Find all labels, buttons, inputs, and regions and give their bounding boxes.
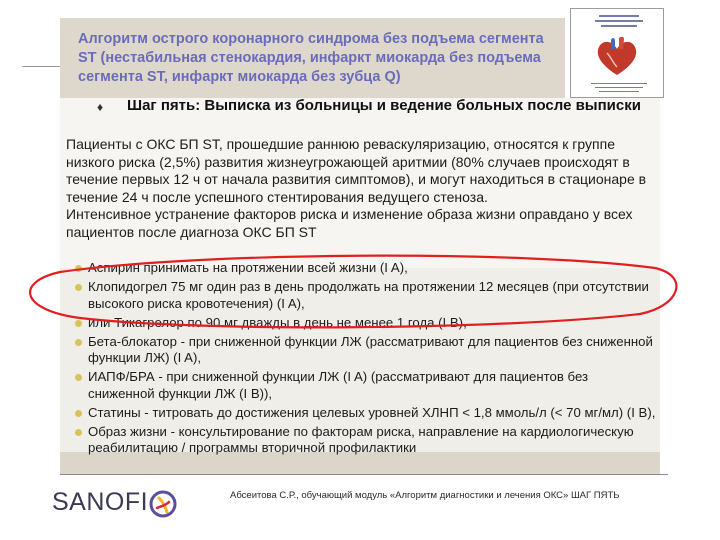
list-item-text: Образ жизни - консультирование по факторам риска, направление на кардиологическую реабилитацию / программы вторичной профилактики [88, 423, 634, 455]
list-item [66, 405, 656, 422]
step-title: Шаг пять: Выписка из больницы и ведение больных после выписки [127, 97, 641, 114]
list-item-text: Аспирин принимать на протяжении всей жизни (I A), [88, 260, 408, 275]
list-item [66, 260, 656, 277]
intro-paragraph: Пациенты с ОКС БП ST, прошедшие раннюю реваскуляризацию, относятся к группе низкого риска (2,5%) развития жизнеугрожающей аритмии (80% случаев происходят в течение первых 12 ч от начала развития симптомов), и могут находиться в стационаре в течение 24 ч после успешного стентирования ведущего стеноза. [66, 136, 647, 205]
list-item-text: Статины - титровать до достижения целевых уровней ХЛНП < 1,8 ммоль/л (< 70 мг/мл) (I B), [88, 404, 656, 420]
sanofi-logo-icon [147, 488, 181, 522]
list-item-text: Клопидогрел 75 мг один раз в день продолжать на протяжении 12 месяцев (при отсутствии высокого риска кровотечения) (I A), [88, 279, 649, 311]
list-item [66, 334, 656, 367]
heart-illustration-icon [593, 37, 641, 77]
list-item [66, 315, 656, 332]
recommendation-list [66, 260, 656, 459]
round-bullet-icon [75, 265, 82, 272]
footer-caption: Абсеитова С.Р., обучающий модуль «Алгоритм диагностики и лечения ОКС» ШАГ ПЯТЬ [230, 490, 620, 501]
list-item-text: Бета-блокатор - при сниженной функции ЛЖ (рассматривают для пациентов без сниженной функции ЛЖ) (I A), [88, 333, 653, 365]
list-item [66, 424, 656, 457]
header-left-rule [22, 66, 60, 67]
list-item [66, 369, 656, 402]
round-bullet-icon [75, 429, 82, 436]
list-item [66, 279, 656, 312]
round-bullet-icon [75, 284, 82, 291]
intro-text [66, 136, 662, 241]
round-bullet-icon [75, 410, 82, 417]
list-item-text: или Тикагрелор по 90 мг дважды в день не менее 1 года (I B), [88, 314, 467, 330]
round-bullet-icon [75, 339, 82, 346]
round-bullet-icon [75, 374, 82, 381]
list-item-text: ИАПФ/БРА - при сниженной функции ЛЖ (I A) (рассматривают для пациентов без сниженной функции ЛЖ (I B)), [88, 369, 589, 401]
intro-paragraph: Интенсивное устранение факторов риска и изменение образа жизни оправдано у всех пациентов после диагноза ОКС БП ST [66, 206, 633, 240]
document-thumbnail [570, 8, 664, 98]
round-bullet-icon [75, 320, 82, 327]
sanofi-logo: SANOFI [52, 488, 149, 516]
bottom-rule [60, 474, 668, 475]
slide-title: Алгоритм острого коронарного синдрома без подъема сегмента ST (нестабильная стенокардия, инфаркт миокарда без подъема сегмента ST, инфаркт миокарда без зубца Q) [78, 31, 544, 85]
diamond-bullet-icon: ♦ [97, 100, 104, 114]
